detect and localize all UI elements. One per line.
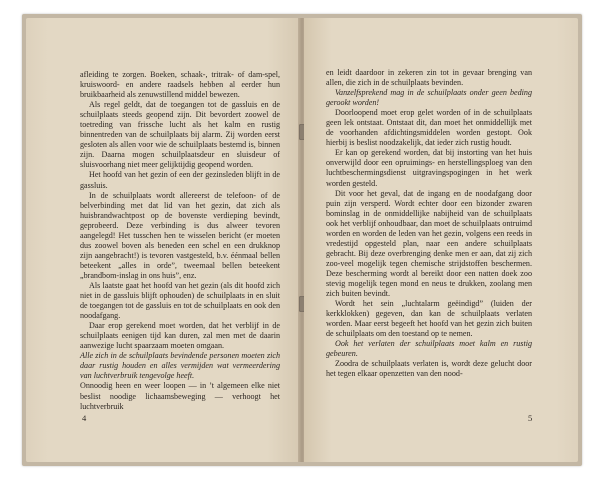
paragraph: Zoodra de schuilplaats verlaten is, wordt deze gelucht door het tegen elkaar openzetten van den nood- (326, 359, 532, 379)
paragraph: Dit voor het geval, dat de ingang en de noodafgang door puin zijn versperd. Wordt echter door een bizonder zwaren bominslag in de onmiddellijke nabijheid van de schuilplaats ook het verblijf onhoudbaar, dan moet de schuilplaats ontruimd worden en worden de leden van het gezin, volgens een reeds in vredestijd opgesteld plan, naar een andere schuilplaats gebracht. Bij deze overbrenging denke men er aan, dat zij zich zoo-veel mogelijk tegen chemische strijdstoffen beschermen. Deze bescherming wordt al bereikt door een natten doek zoo stevig mogelijk tegen mond en neus te drukken, zoolang men zich buiten bevindt. (326, 188, 532, 299)
left-page (26, 18, 300, 462)
right-page (304, 18, 578, 462)
booklet-spread (22, 14, 582, 466)
paragraph: In de schuilplaats wordt allereerst de telefoon- of de belverbinding met dat lid van het gezin, dat zich als huisbrandwachtpost op de bovenste verdieping bevindt, geprobeerd. Deze verbinding is dus alweer tevoren aangelegd! Het tusschen hen te wisselen bericht (er moeten dus zoowel boven als beneden een schel en een drukknop zijn aangebracht!) is tevoren vastgesteld, b.v. éénmaal bellen beteekent „alles in orde”, tweemaal bellen beteekent „brandbom-inslag in ons huis”, enz. (80, 190, 280, 280)
paragraph: Doorloopend moet erop gelet worden of in de schuilplaats geen lek ontstaat. Ontstaat dit, dan moet het onmiddellijk met de voorhanden afdichtingsmiddelen worden gestopt. Ook hierbij is beslist noodzakelijk, dat ieder zich rustig houdt. (326, 108, 532, 148)
paragraph: Daar erop gerekend moet worden, dat het verblijf in de schuilplaats eenigen tijd kan duren, zal men met de daarin aanwezige lucht spaarzaam moeten omgaan. (80, 321, 280, 351)
left-page-text (80, 70, 280, 412)
paragraph: Als regel geldt, dat de toegangen tot de gassluis en de schuilplaats steeds geopend zijn. Dit bevordert zoowel de toetreding van frissche lucht als het kalm en rustig binnentreden van de schuilplaats bij alarm. Zij worden eerst gesloten als allen voor wie de schuilplaats bestemd is, binnen zijn. Daarna mogen schuilplaatsdeur en sluisdeur of sluisvoorhang niet meer gelijktijdig geopend worden. (80, 100, 280, 170)
paragraph: Het hoofd van het gezin of een der gezinsleden blijft in de gassluis. (80, 170, 280, 190)
paragraph: Ook het verlaten der schuilplaats moet kalm en rustig gebeuren. (326, 339, 532, 359)
paragraph: en leidt daardoor in zekeren zin tot in gevaar brenging van allen, die zich in de schuilplaats bevinden. (326, 68, 532, 88)
right-page-text (326, 68, 532, 379)
paragraph: Onnoodig heen en weer loopen — in ’t algemeen elke niet beslist noodige lichaamsbeweging — verhoogt het luchtverbruik (80, 381, 280, 411)
paragraph: Vanzelfsprekend mag in de schuilplaats onder geen beding gerookt worden! (326, 88, 532, 108)
paragraph: Wordt het sein „luchtalarm geëindigd” (luiden der kerkklokken) gegeven, dan kan de schuilplaats verlaten worden. Maar eerst begeeft het hoofd van het gezin zich buiten de schuilplaats om den toestand op te nemen. (326, 299, 532, 339)
left-page-number: 4 (82, 413, 87, 423)
paragraph: Alle zich in de schuilplaats bevindende personen moeten zich daar rustig houden en alles vermijden wat vermeerdering van luchtverbruik tengevolge heeft. (80, 351, 280, 381)
paragraph: Als laatste gaat het hoofd van het gezin (als dit hoofd zich niet in de gassluis blijft ophouden) de schuilplaats in en sluit de toegangen tot de gassluis en tot de schuilplaats en ook den noodafgang. (80, 280, 280, 321)
paragraph: afleiding te zorgen. Boeken, schaak-, tritrak- of dam-spel, kruiswoord- en andere raadsels hebben al eerder hun bruikbaarheid als zenuwstillend middel bewezen. (80, 70, 280, 100)
right-page-number: 5 (528, 413, 533, 423)
paragraph: Er kan op gerekend worden, dat bij instorting van het huis onverwijld door een opruimings- en herstellingsploeg van den luchtbeschermingsdienst uitgravingspogingen in het werk worden gesteld. (326, 148, 532, 188)
